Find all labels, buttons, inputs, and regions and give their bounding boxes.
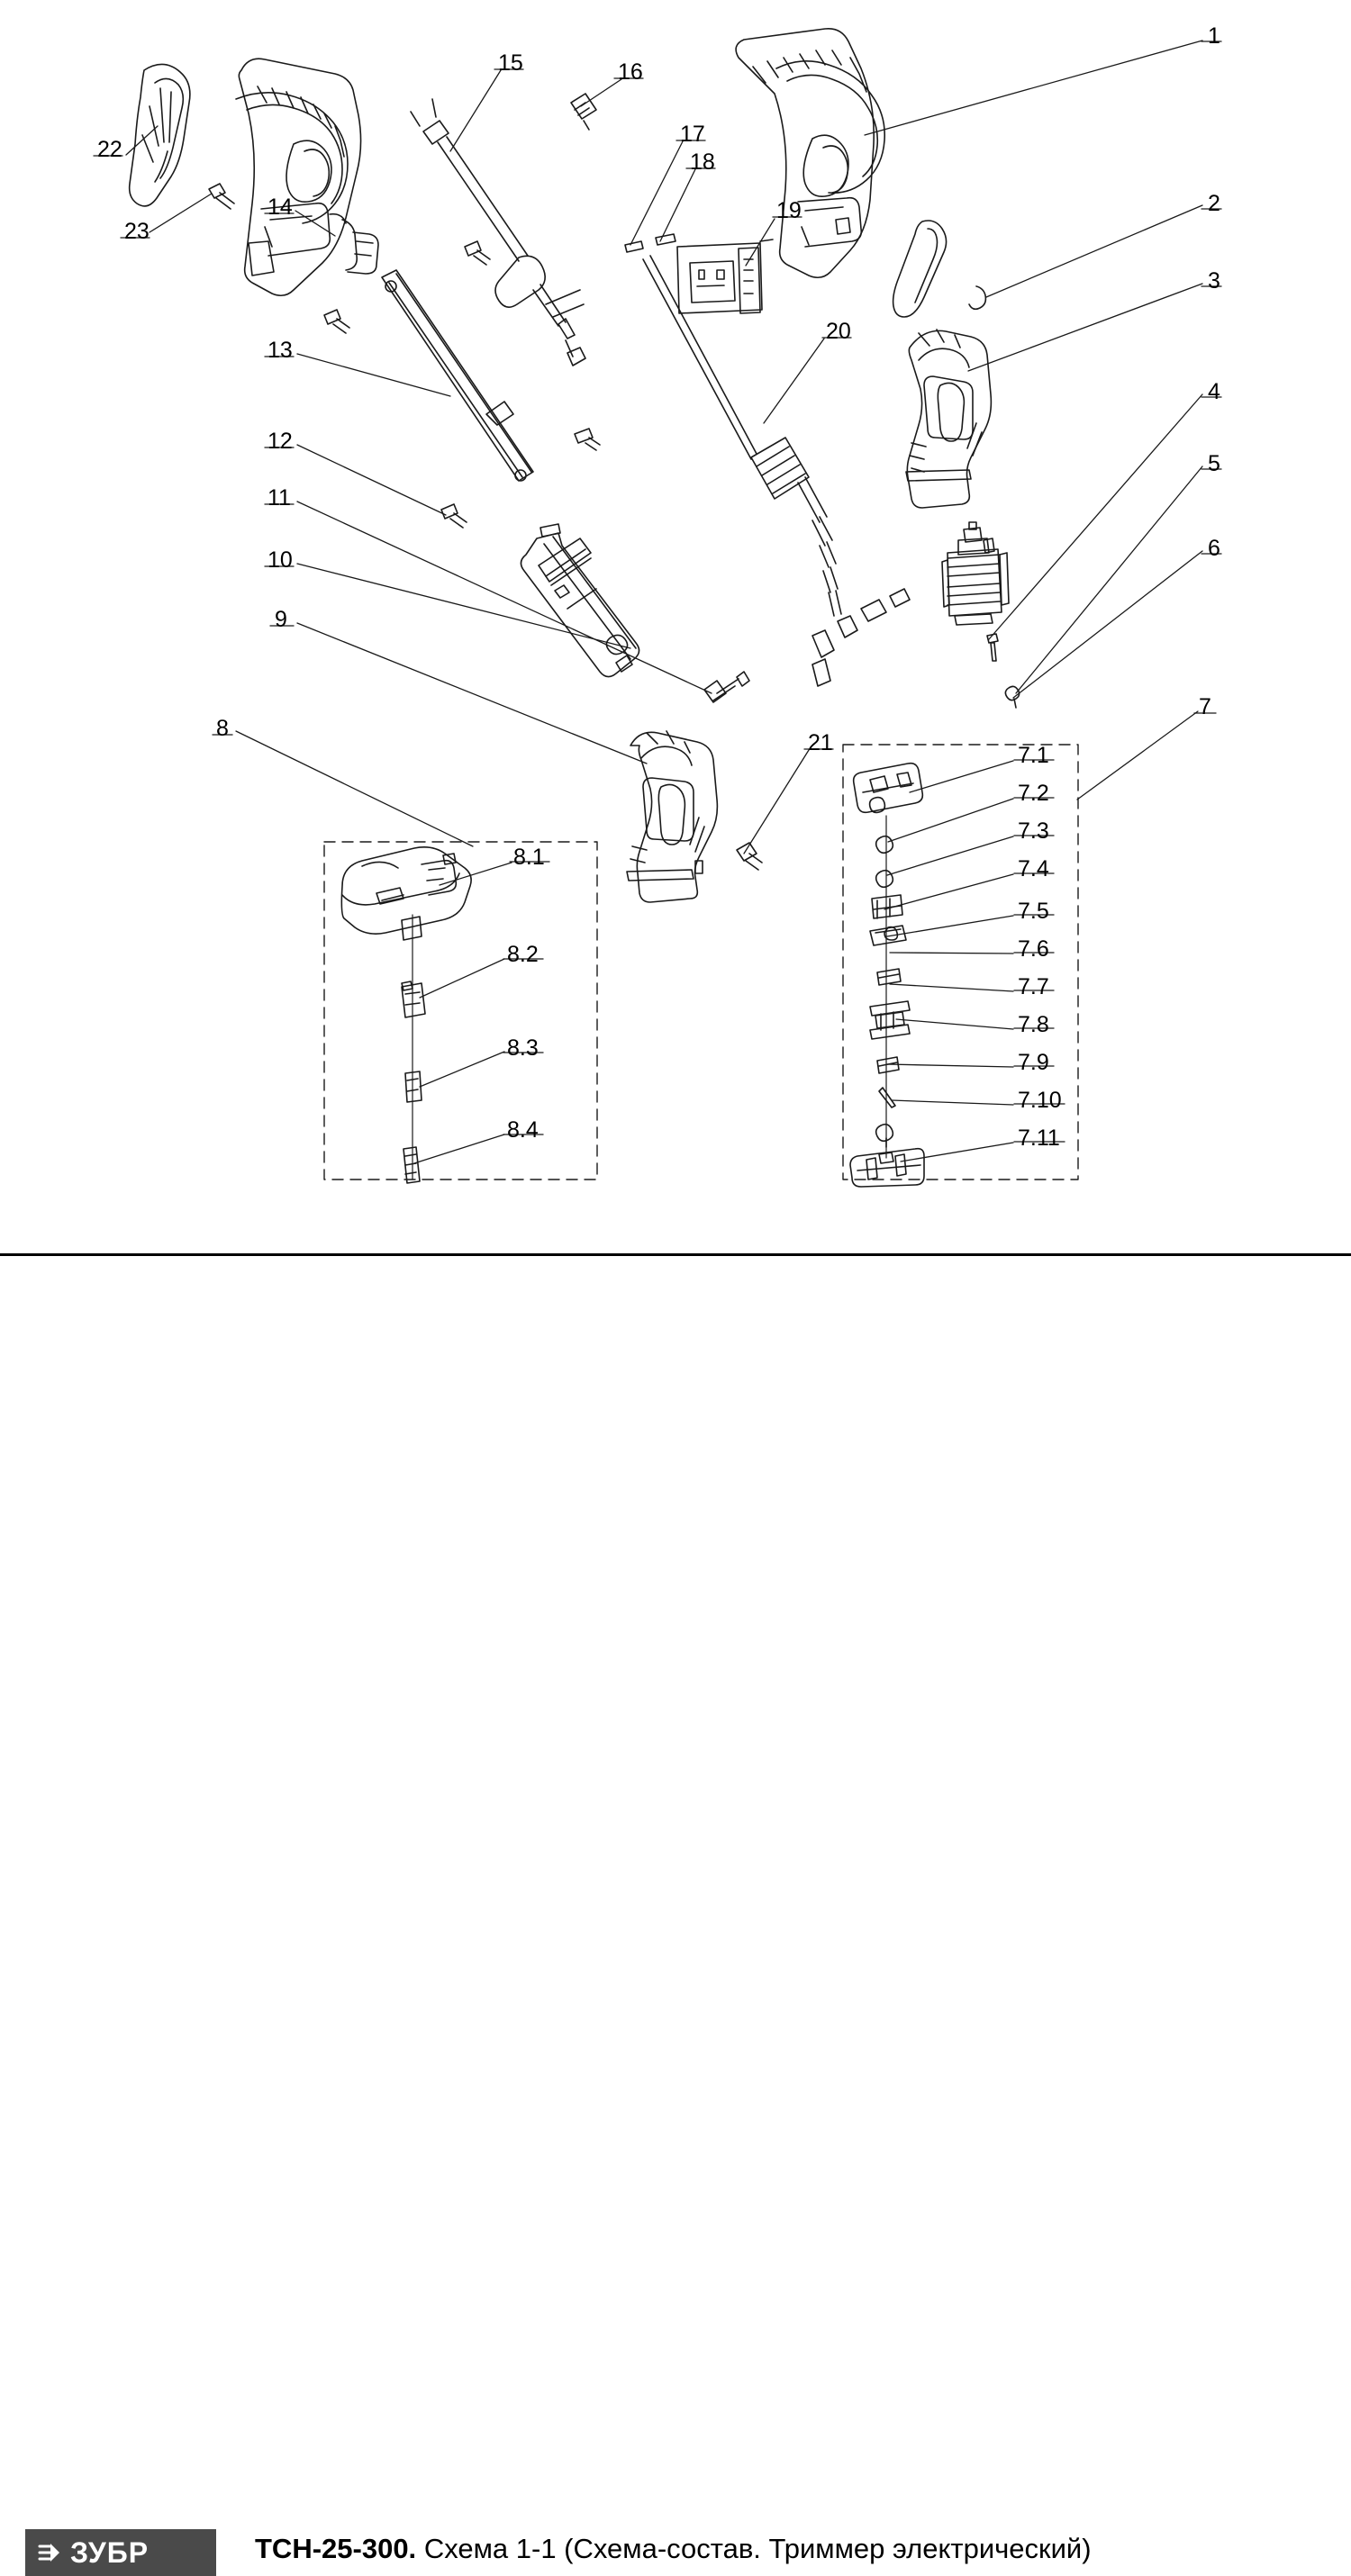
callout-11: 11 [267, 485, 291, 511]
part-23-screw [209, 184, 234, 209]
callout-7-6: 7.6 [1018, 936, 1049, 962]
part-14-handle-left [236, 59, 378, 295]
callout-5: 5 [1208, 451, 1220, 476]
callout-7-10: 7.10 [1018, 1088, 1062, 1113]
callout-8-3: 8.3 [507, 1035, 539, 1061]
callout-10: 10 [267, 547, 293, 573]
diagram-title-rest: Схема 1-1 (Схема-состав. Триммер электрический) [423, 2533, 1092, 2564]
callout-8-2: 8.2 [507, 942, 539, 967]
part-7-11-guard-base [850, 1149, 924, 1187]
part-1-handle-right [736, 29, 884, 277]
part-6-bolt [1005, 686, 1019, 708]
part-7-9-pin [879, 1088, 895, 1107]
part-screw-small-a [465, 241, 490, 265]
callout-7-7: 7.7 [1018, 974, 1049, 999]
part-7-8-cap [877, 1057, 899, 1073]
callout-22: 22 [97, 137, 122, 162]
part-7-5-plate [870, 926, 906, 945]
part-5-screw [987, 634, 998, 661]
part-20-drive-shaft [643, 256, 910, 686]
part-7-2-washer [876, 836, 893, 854]
callout-8-1: 8.1 [513, 845, 545, 870]
callout-18: 18 [690, 149, 715, 175]
part-8-4-bolt [403, 1147, 420, 1183]
callout-15: 15 [498, 50, 523, 76]
callout-12: 12 [267, 429, 293, 454]
callout-4: 4 [1208, 379, 1220, 404]
part-4-motor [942, 522, 1009, 625]
callout-7-5: 7.5 [1018, 899, 1049, 924]
callout-1: 1 [1208, 23, 1220, 49]
callout-7-1: 7.1 [1018, 743, 1049, 768]
part-7-3-washer [876, 871, 893, 888]
arrow-right-icon [38, 2541, 61, 2564]
callout-7-2: 7.2 [1018, 781, 1049, 806]
footer-bar [0, 1253, 1351, 2569]
part-7-10-bolt [876, 1125, 893, 1147]
brand-logo [25, 2529, 216, 2576]
part-8-2-clip [402, 981, 425, 1017]
callout-7-3: 7.3 [1018, 818, 1049, 844]
brand-logo-text: ЗУБР [70, 2535, 150, 2569]
part-10-long-screw [704, 672, 749, 702]
diagram-model-code: TCH-25-300. [255, 2533, 417, 2564]
part-7-1-spool-housing [854, 764, 923, 813]
part-8-3-bush [405, 1071, 422, 1102]
part-12-screw [441, 504, 467, 528]
callout-3: 3 [1208, 268, 1220, 294]
label-underlines [94, 41, 1221, 1142]
callout-6: 6 [1208, 536, 1220, 561]
group-boxes [324, 745, 1078, 1180]
callout-23: 23 [124, 219, 150, 244]
part-11-coupler [521, 524, 639, 677]
callout-16: 16 [618, 59, 643, 85]
callout-7-4: 7.4 [1018, 856, 1049, 881]
callout-8: 8 [216, 716, 229, 741]
callout-13: 13 [267, 338, 293, 363]
part-8-1-guard [341, 847, 471, 940]
part-19-switch-bracket [677, 240, 773, 313]
callout-20: 20 [826, 319, 851, 344]
part-screw-small-c [575, 429, 600, 450]
part-screw-small-b [324, 310, 349, 333]
part-9-gear-case [627, 731, 717, 902]
part-7-4-bracket [872, 895, 902, 918]
callout-19: 19 [776, 198, 802, 223]
callout-7: 7 [1199, 694, 1211, 719]
callout-8-4: 8.4 [507, 1117, 539, 1143]
diagram-title [255, 2533, 1092, 2565]
callout-9: 9 [275, 607, 287, 632]
part-7-6-spacer [877, 969, 901, 985]
callout-2: 2 [1208, 191, 1220, 216]
callout-7-11: 7.11 [1018, 1125, 1060, 1151]
callout-7-9: 7.9 [1018, 1050, 1049, 1075]
part-18-pin [656, 234, 676, 245]
part-21-screw [737, 843, 762, 870]
part-15-power-cord [411, 99, 585, 366]
part-13-strip [382, 270, 533, 481]
callout-14: 14 [267, 194, 293, 220]
part-3-motor-housing [906, 330, 991, 508]
callout-7-8: 7.8 [1018, 1012, 1049, 1037]
part-17-pin [625, 241, 643, 252]
part-22-lever [130, 64, 190, 205]
callout-21: 21 [808, 730, 833, 755]
part-7-7-spool [870, 1001, 910, 1039]
part-2-strap [893, 221, 986, 317]
callout-17: 17 [680, 122, 705, 147]
